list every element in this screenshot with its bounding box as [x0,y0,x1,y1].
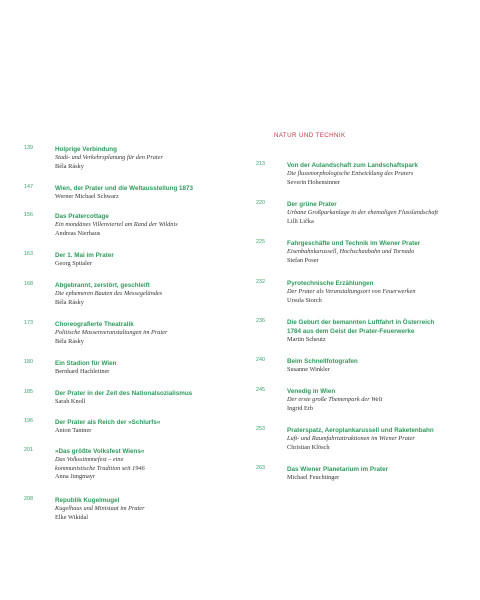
section-heading-natur-und-technik: NATUR UND TECHNIK [274,132,346,139]
entry-author: Anton Tantner [55,427,92,434]
entry-title: Der grüne Prater [287,201,337,208]
page-number: 168 [24,281,33,287]
page-number: 263 [256,465,265,471]
entry-title: Fahrgeschäfte und Technik im Wiener Prater [287,240,421,247]
entry-title: Beim Schnellfotografen [287,358,358,365]
entry-author: Martin Scheutz [287,336,326,343]
entry-title-continued: 1784 aus dem Geist der Prater-Feuerwerke [287,328,415,335]
entry-author: Severin Hohensinner [287,178,340,186]
entry-subtitle: Eisenbahnkarussell, Hochschaubahn und Tornado [287,248,415,255]
page-number: 185 [24,389,33,395]
entry-author: Ursula Storch [287,296,322,304]
entry-author: Elke Wikidal [55,513,89,521]
entry-subtitle: Ein mondänes Villenviertel am Rand der Wildnis [55,221,178,228]
entry-author: Werner Michael Schwarz [55,193,119,200]
entry-title: Venedig in Wien [287,388,336,395]
page-number: 156 [24,212,33,218]
entry-title: Praterspatz, Aeroplankarussell und Raketenbahn [287,427,434,434]
entry-title: Wien, der Prater und die Weltausstellung 1873 [55,185,194,192]
entry-title: Der Prater in der Zeit des Nationalsozialismus [55,390,193,397]
entry-author: Georg Spitaler [55,260,92,267]
page-number: 240 [256,357,265,363]
entry-title: Republik Kugelmugel [55,497,120,504]
entry-title: Das Pratercottage [55,213,109,220]
entry-subtitle: Stadt- und Verkehrsplanung für den Prater [55,154,163,161]
entry-author: Ingrid Erb [287,404,314,412]
page-number: 236 [256,318,265,324]
entry-title: Abgebrannt, zerstört, geschleift [55,282,150,289]
entry-title: Holprige Verbindung [55,146,117,153]
page-number: 180 [24,359,33,365]
page-number: 213 [256,161,265,167]
entry-author: Sarah Knoll [55,398,86,405]
page-number: 253 [256,426,265,432]
entry-subtitle: Der erste große Themenpark der Welt [287,396,383,403]
page-number: 147 [24,184,33,190]
entry-author: Béla Rásky [55,337,84,345]
entry-title: Die Geburt der bemannten Luftfahrt in Österreich [287,319,435,326]
entry-author: Michael Feuchtinger [287,474,340,481]
entry-subtitle: Die flussmorphologische Entwicklung des Praters [287,170,414,177]
entry-title: Ein Stadion für Wien [55,360,117,367]
entry-author: Lilli Lička [287,217,314,225]
entry-subtitle: Kugelhaus und Ministaat im Prater [55,505,145,512]
entry-author: Bernhard Hachleitner [55,368,110,375]
page-number: 163 [24,251,33,257]
page-number: 245 [256,387,265,393]
entry-subtitle: Die ephemeren Bauten des Messegeländes [55,290,163,297]
page-number: 208 [24,496,33,502]
entry-author: Béla Rásky [55,162,84,170]
entry-title: Der Prater als Reich der »Schlurfs« [55,419,161,426]
entry-title: Das Wiener Planetarium im Prater [287,466,389,473]
page-number: 220 [256,200,265,206]
page-number: 225 [256,239,265,245]
entry-title: Von der Aulandschaft zum Landschaftspark [287,162,418,169]
page-number: 173 [24,320,33,326]
page-number: 139 [24,145,33,151]
entry-title: Der 1. Mai im Prater [55,252,114,259]
entry-subtitle: Urbane Großparkanlage in der ehemaligen Flusslandschaft [287,209,439,216]
page-number: 196 [24,418,33,424]
entry-title: Choreografierte Theatralik [55,321,134,328]
entry-subtitle: kommunistische Tradition seit 1946 [55,464,145,472]
entry-subtitle: Luft- und Raumfahrtattraktionen im Wiener Prater [287,435,415,442]
entry-subtitle: Das Volksstimmefest – eine [55,456,124,463]
entry-author: Stefan Poser [287,256,319,264]
entry-author: Andreas Nierhaus [55,229,101,237]
page-number: 232 [256,279,265,285]
entry-author: Susanne Winkler [287,366,330,373]
entry-subtitle: Politische Massenveranstaltungen im Prater [55,329,168,336]
entry-author: Christian Klösch [287,443,330,451]
page-number: 201 [24,447,33,453]
entry-author: Béla Rásky [55,298,84,306]
entry-author: Anna Jungmayr [55,473,96,480]
entry-title: Pyrotechnische Erzählungen [287,280,374,287]
entry-title: »Das größte Volksfest Wiens« [55,448,145,455]
entry-subtitle: Der Prater als Veranstaltungsort von Feuerwerken [287,288,416,295]
